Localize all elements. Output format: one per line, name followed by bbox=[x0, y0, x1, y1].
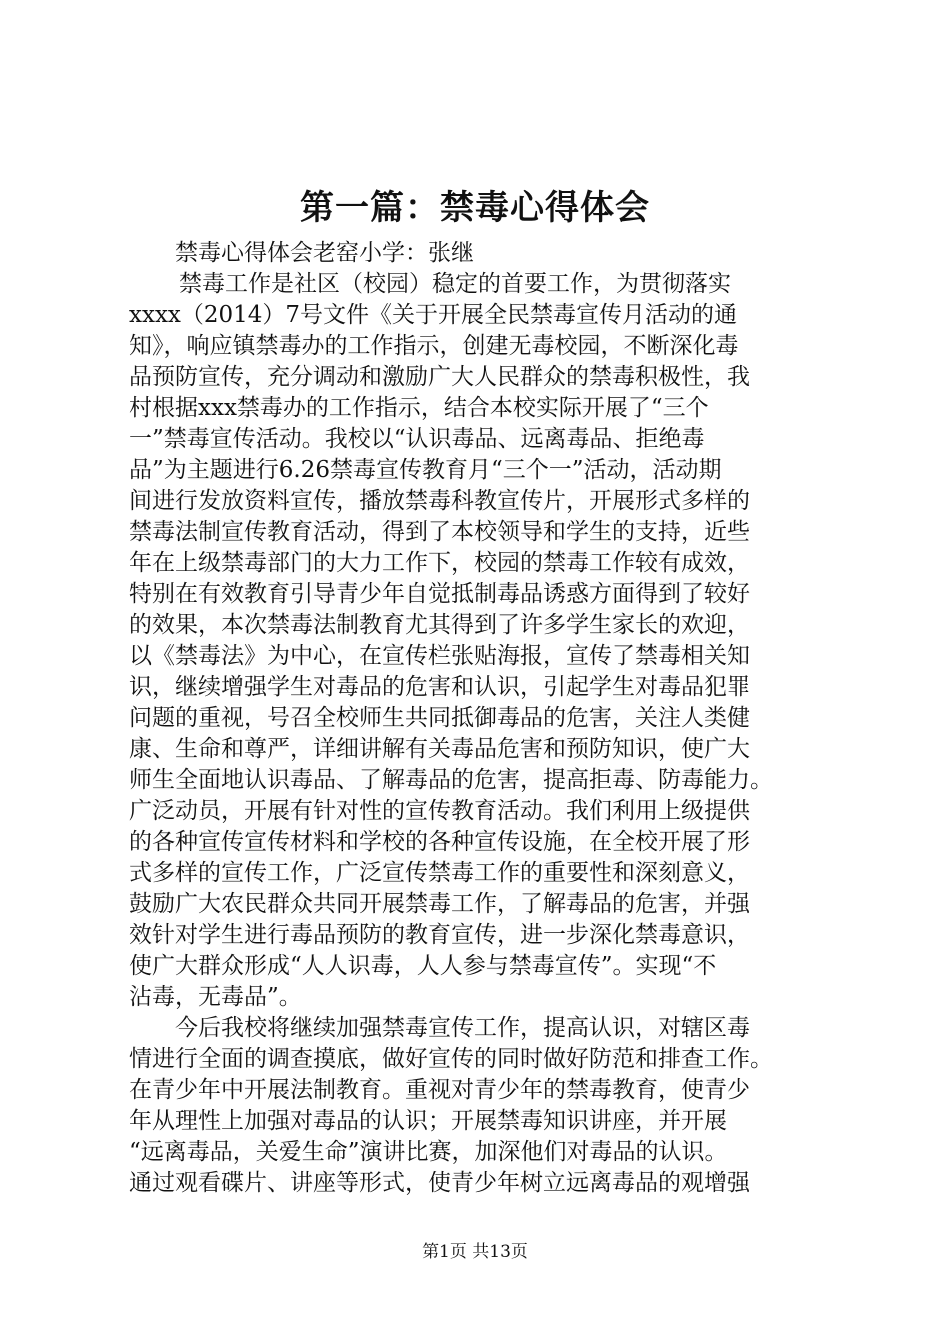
paragraph-line: 鼓励广大农民群众共同开展禁毒工作，了解毒品的危害，并强 bbox=[129, 891, 750, 917]
paragraph-line: 品”为主题进行6.26禁毒宣传教育月“三个一”活动，活动期 bbox=[129, 457, 722, 483]
paragraph-line: 通过观看碟片、讲座等形式，使青少年树立远离毒品的观增强 bbox=[129, 1170, 750, 1196]
paragraph-line: 今后我校将继续加强禁毒宣传工作，提高认识，对辖区毒 bbox=[175, 1015, 750, 1041]
paragraph-1 bbox=[129, 269, 829, 1013]
paragraph-line: 品预防宣传，充分调动和激励广大人民群众的禁毒积极性，我 bbox=[129, 364, 750, 390]
paragraph-line: 使广大群众形成“人人识毒，人人参与禁毒宣传”。实现“不 bbox=[129, 953, 717, 979]
page-number-footer: 第1页 共13页 bbox=[422, 1242, 528, 1262]
paragraph-line: 的效果，本次禁毒法制教育尤其得到了许多学生家长的欢迎， bbox=[129, 612, 750, 638]
paragraph-line: 一”禁毒宣传活动。我校以“认识毒品、远离毒品、拒绝毒 bbox=[129, 426, 705, 452]
paragraph-line: 知》，响应镇禁毒办的工作指示，创建无毒校园，不断深化毒 bbox=[129, 333, 739, 359]
paragraph-line: 禁毒法制宣传教育活动，得到了本校领导和学生的支持，近些 bbox=[129, 519, 750, 545]
paragraph-line: 禁毒工作是社区（校园）稳定的首要工作，为贯彻落实 bbox=[179, 271, 731, 297]
paragraph-line: 年在上级禁毒部门的大力工作下，校园的禁毒工作较有成效， bbox=[129, 550, 750, 576]
document-title: 第一篇：禁毒心得体会 bbox=[300, 188, 650, 228]
paragraph-line: 以《禁毒法》为中心，在宣传栏张贴海报，宣传了禁毒相关知 bbox=[129, 643, 750, 669]
document-body bbox=[129, 238, 829, 1199]
paragraph-line: 情进行全面的调查摸底，做好宣传的同时做好防范和排查工作。 bbox=[129, 1046, 773, 1072]
paragraph-line: 沾毒，无毒品”。 bbox=[129, 984, 302, 1010]
paragraph-line: 年从理性上加强对毒品的认识；开展禁毒知识讲座，并开展 bbox=[129, 1108, 727, 1134]
paragraph-line: 问题的重视，号召全校师生共同抵御毒品的危害，关注人类健 bbox=[129, 705, 750, 731]
paragraph-line: 间进行发放资料宣传，播放禁毒科教宣传片，开展形式多样的 bbox=[129, 488, 750, 514]
paragraph-line: 效针对学生进行毒品预防的教育宣传，进一步深化禁毒意识， bbox=[129, 922, 750, 948]
paragraph-line: 识，继续增强学生对毒品的危害和认识，引起学生对毒品犯罪 bbox=[129, 674, 750, 700]
paragraph-line: 特别在有效教育引导青少年自觉抵制毒品诱惑方面得到了较好 bbox=[129, 581, 750, 607]
paragraph-line: 式多样的宣传工作，广泛宣传禁毒工作的重要性和深刻意义， bbox=[129, 860, 750, 886]
paragraph-line: 广泛动员，开展有针对性的宣传教育活动。我们利用上级提供 bbox=[129, 798, 750, 824]
paragraph-line: 在青少年中开展法制教育。重视对青少年的禁毒教育，使青少 bbox=[129, 1077, 750, 1103]
paragraph-line: 的各种宣传宣传材料和学校的各种宣传设施，在全校开展了形 bbox=[129, 829, 750, 855]
paragraph-2 bbox=[129, 1013, 829, 1199]
paragraph-line: 师生全面地认识毒品、了解毒品的危害，提高拒毒、防毒能力。 bbox=[129, 767, 773, 793]
paragraph-line: “远离毒品，关爱生命”演讲比赛，加深他们对毒品的认识。 bbox=[129, 1139, 728, 1165]
paragraph-line: 村根据xxx禁毒办的工作指示，结合本校实际开展了“三个 bbox=[129, 395, 709, 421]
paragraph-line: xxxx（2014）7号文件《关于开展全民禁毒宣传月活动的通 bbox=[129, 302, 738, 328]
subtitle-line: 禁毒心得体会老窑小学：张继 bbox=[175, 240, 474, 266]
paragraph-line: 康、生命和尊严，详细讲解有关毒品危害和预防知识，使广大 bbox=[129, 736, 750, 762]
